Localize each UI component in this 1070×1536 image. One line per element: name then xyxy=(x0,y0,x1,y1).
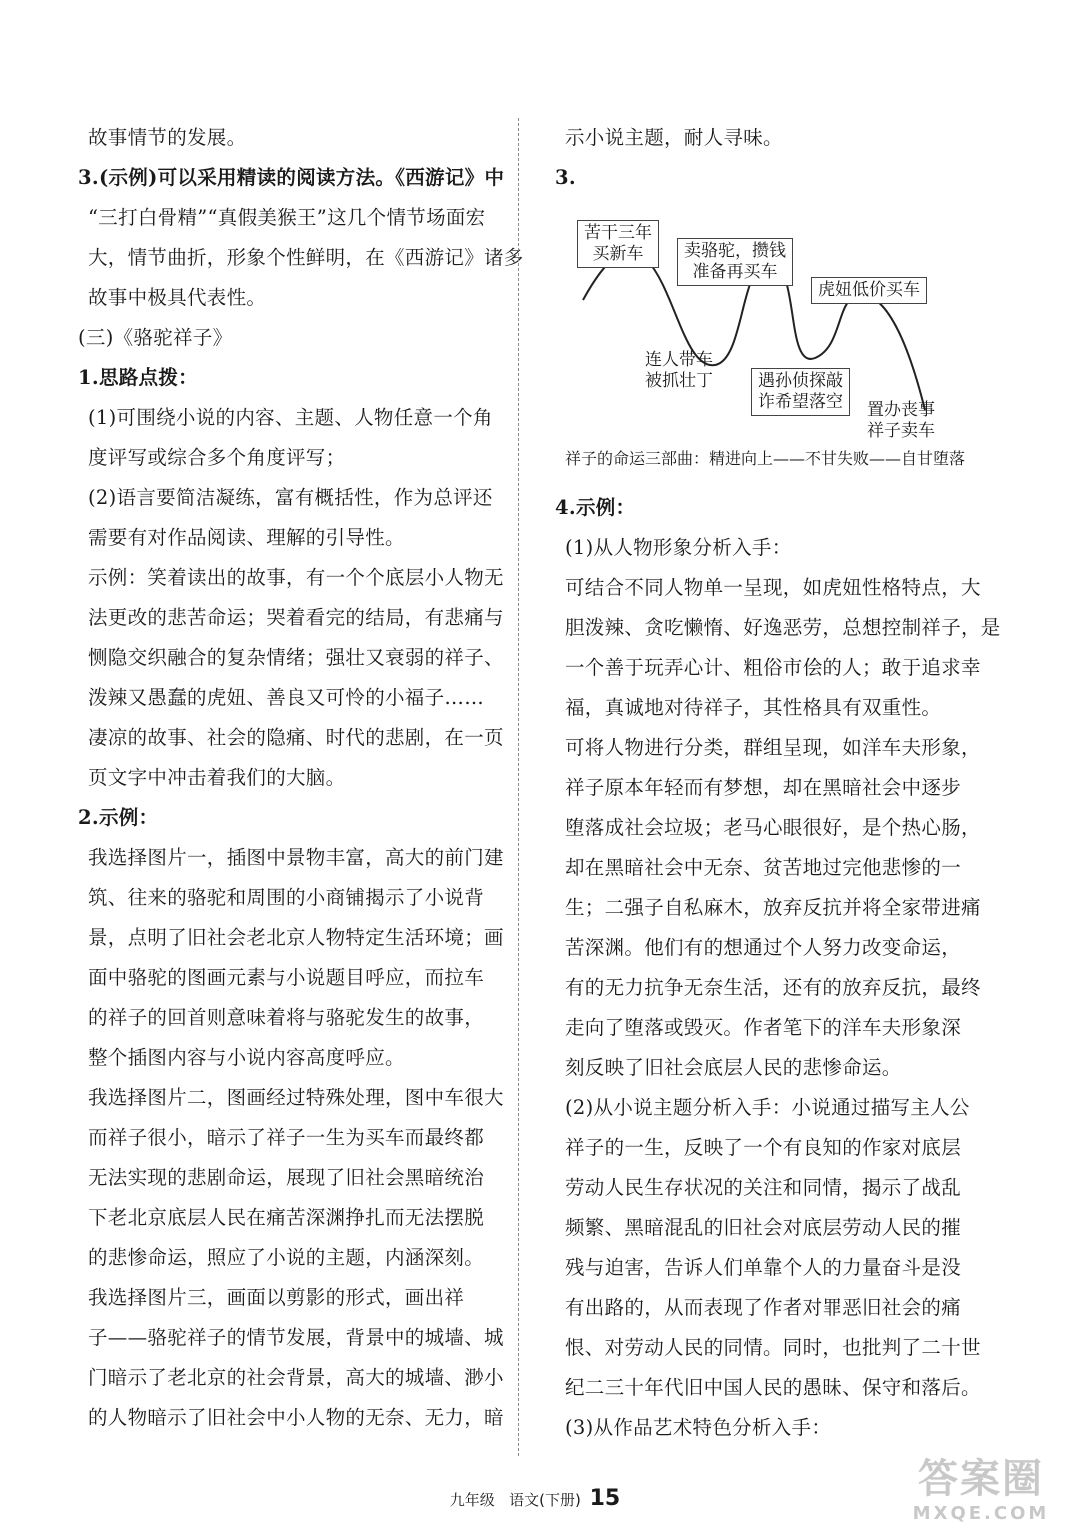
text-line: 门暗示了老北京的社会背景，高大的城墙、渺小 xyxy=(88,1366,504,1389)
text-line: 的祥子的回首则意味着将与骆驼发生的故事， xyxy=(88,1006,485,1029)
text-line: 残与迫害，告诉人们单靠个人的力量奋斗是没 xyxy=(565,1256,962,1279)
watermark-url: MXQE.COM xyxy=(912,1503,1050,1524)
plot-peak-2-line-1: 卖骆驼，攒钱 xyxy=(684,241,786,261)
right-column-top xyxy=(555,118,973,198)
text-line: 凄凉的故事、社会的隐痛、时代的悲剧，在一页 xyxy=(88,726,504,749)
text-line: 走向了堕落或毁灭。作者笔下的洋车夫形象深 xyxy=(565,1016,962,1039)
text-line: (1)从人物形象分析入手： xyxy=(565,536,792,559)
text-line: 堕落成社会垃圾；老马心眼很好，是个热心肠， xyxy=(565,816,981,839)
plot-end-line-1: 置办丧事 xyxy=(867,400,935,420)
plot-trough-1-line-2: 被抓壮丁 xyxy=(645,371,713,391)
text-line: 景，点明了旧社会老北京人物特定生活环境；画 xyxy=(88,926,504,949)
text-line: 刻反映了旧社会底层人民的悲惨命运。 xyxy=(565,1056,902,1079)
text-line: 而祥子很小，暗示了祥子一生为买车而最终都 xyxy=(88,1126,485,1149)
text-line: 一个善于玩弄心计、粗俗市侩的人；敢于追求幸 xyxy=(565,656,981,679)
text-line: 2.示例： xyxy=(78,806,159,829)
text-line: 胆泼辣、贪吃懒惰、好逸恶劳，总想控制祥子，是 xyxy=(565,616,1001,639)
text-line: 面中骆驼的图画元素与小说题目呼应，而拉车 xyxy=(88,966,485,989)
text-line: 需要有对作品阅读、理解的引导性。 xyxy=(88,526,405,549)
text-line: “三打白骨精”“真假美猴王”这几个情节场面宏 xyxy=(88,206,486,229)
watermark-logo: 答案圈 xyxy=(918,1456,1044,1502)
text-line: 故事情节的发展。 xyxy=(88,126,247,149)
text-line: 却在黑暗社会中无奈、贫苦地过完他悲惨的一 xyxy=(565,856,962,879)
text-line: 泼辣又愚蠢的虎妞、善良又可怜的小福子…… xyxy=(88,686,485,709)
text-line: 有出路的，从而表现了作者对罪恶旧社会的痛 xyxy=(565,1296,962,1319)
text-line: 我选择图片一，插图中景物丰富，高大的前门建 xyxy=(88,846,504,869)
plot-end xyxy=(867,400,935,442)
plot-peak-1 xyxy=(577,220,659,268)
text-line: 劳动人民生存状况的关注和同情，揭示了战乱 xyxy=(565,1176,962,1199)
text-line: 祥子的一生，反映了一个有良知的作家对底层 xyxy=(565,1136,962,1159)
text-line: 的人物暗示了旧社会中小人物的无奈、无力，暗 xyxy=(88,1406,504,1429)
plot-peak-1-line-1: 苦干三年 xyxy=(584,223,652,243)
plot-trough-2-line-1: 遇孙侦探敲 xyxy=(758,371,843,391)
text-line: 度评写或综合多个角度评写； xyxy=(88,446,346,469)
plot-peak-3 xyxy=(811,277,927,304)
text-line: 纪二三十年代旧中国人民的愚昧、保守和落后。 xyxy=(565,1376,981,1399)
plot-peak-2-line-2: 准备再买车 xyxy=(692,262,778,282)
text-line: 恨、对劳动人民的同情。同时，也批判了二十世 xyxy=(565,1336,981,1359)
text-line: 无法实现的悲剧命运，展现了旧社会黑暗统治 xyxy=(88,1166,485,1189)
plot-trough-1 xyxy=(645,350,713,392)
text-line: (2)语言要简洁凝练，富有概括性，作为总评还 xyxy=(88,486,493,509)
text-line: 我选择图片三，画面以剪影的形式，画出祥 xyxy=(88,1286,465,1309)
text-line: 苦深渊。他们有的想通过个人努力改变命运， xyxy=(565,936,962,959)
text-line: 筑、往来的骆驼和周围的小商铺揭示了小说背 xyxy=(88,886,485,909)
text-line: (1)可围绕小说的内容、主题、人物任意一个角 xyxy=(88,406,493,429)
text-line: 示小说主题，耐人寻味。 xyxy=(565,126,783,149)
column-divider xyxy=(518,118,519,1456)
text-line: 1.思路点拨： xyxy=(78,366,198,389)
text-line: 4.示例： xyxy=(555,496,636,519)
plot-peak-1-line-2: 买新车 xyxy=(592,244,644,264)
text-line: 可结合不同人物单一呈现，如虎妞性格特点，大 xyxy=(565,576,981,599)
text-line: 示例：笑着读出的故事，有一个个底层小人物无 xyxy=(88,566,504,589)
right-column-bottom xyxy=(555,488,1001,1448)
text-line: (三)《骆驼祥子》 xyxy=(78,326,233,349)
text-line: 频繁、黑暗混乱的旧社会对底层劳动人民的摧 xyxy=(565,1216,962,1239)
text-line: (3)从作品艺术特色分析入手： xyxy=(565,1416,832,1439)
text-line: 生；二强子自私麻木，放弃反抗并将全家带进痛 xyxy=(565,896,981,919)
plot-trough-1-line-1: 连人带车 xyxy=(645,350,713,370)
text-line: 法更改的悲苦命运；哭着看完的结局，有悲痛与 xyxy=(88,606,504,629)
text-line: 可将人物进行分类，群组呈现，如洋车夫形象， xyxy=(565,736,981,759)
text-line: 恻隐交织融合的复杂情绪；强壮又衰弱的祥子、 xyxy=(88,646,504,669)
text-line: (2)从小说主题分析入手：小说通过描写主人公 xyxy=(565,1096,970,1119)
text-line: 3. xyxy=(555,166,576,189)
text-line: 故事中极具代表性。 xyxy=(88,286,267,309)
text-line: 3.(示例)可以采用精读的阅读方法。《西游记》中 xyxy=(78,166,505,189)
plot-trough-2 xyxy=(751,368,850,416)
page-number: 15 xyxy=(589,1486,621,1511)
left-column xyxy=(78,118,524,1438)
text-line: 下老北京底层人民在痛苦深渊挣扎而无法摆脱 xyxy=(88,1206,485,1229)
footer-grade: 九年级 xyxy=(449,1491,495,1509)
plot-peak-2 xyxy=(677,238,793,286)
text-line: 整个插图内容与小说内容高度呼应。 xyxy=(88,1046,405,1069)
footer-subject: 语文(下册) xyxy=(509,1491,581,1509)
text-line: 我选择图片二，图画经过特殊处理，图中车很大 xyxy=(88,1086,504,1109)
text-line: 的悲惨命运，照应了小说的主题，内涵深刻。 xyxy=(88,1246,485,1269)
text-line: 子——骆驼祥子的情节发展，背景中的城墙、城 xyxy=(88,1326,504,1349)
plot-trough-2-line-2: 诈希望落空 xyxy=(758,392,843,412)
plot-caption: 祥子的命运三部曲：精进向上——不甘失败——自甘堕落 xyxy=(565,449,966,468)
text-line: 页文字中冲击着我们的大脑。 xyxy=(88,766,346,789)
text-line: 大，情节曲折，形象个性鲜明，在《西游记》诸多 xyxy=(88,246,524,269)
text-line: 有的无力抗争无奈生活，还有的放弃反抗，最终 xyxy=(565,976,981,999)
text-line: 祥子原本年轻而有梦想，却在黑暗社会中逐步 xyxy=(565,776,962,799)
plot-peak-3-line-1: 虎妞低价买车 xyxy=(818,280,920,300)
site-watermark xyxy=(906,1456,1056,1532)
text-line: 福，真诚地对待祥子，其性格具有双重性。 xyxy=(565,696,942,719)
plot-end-line-2: 祥子卖车 xyxy=(867,421,935,441)
